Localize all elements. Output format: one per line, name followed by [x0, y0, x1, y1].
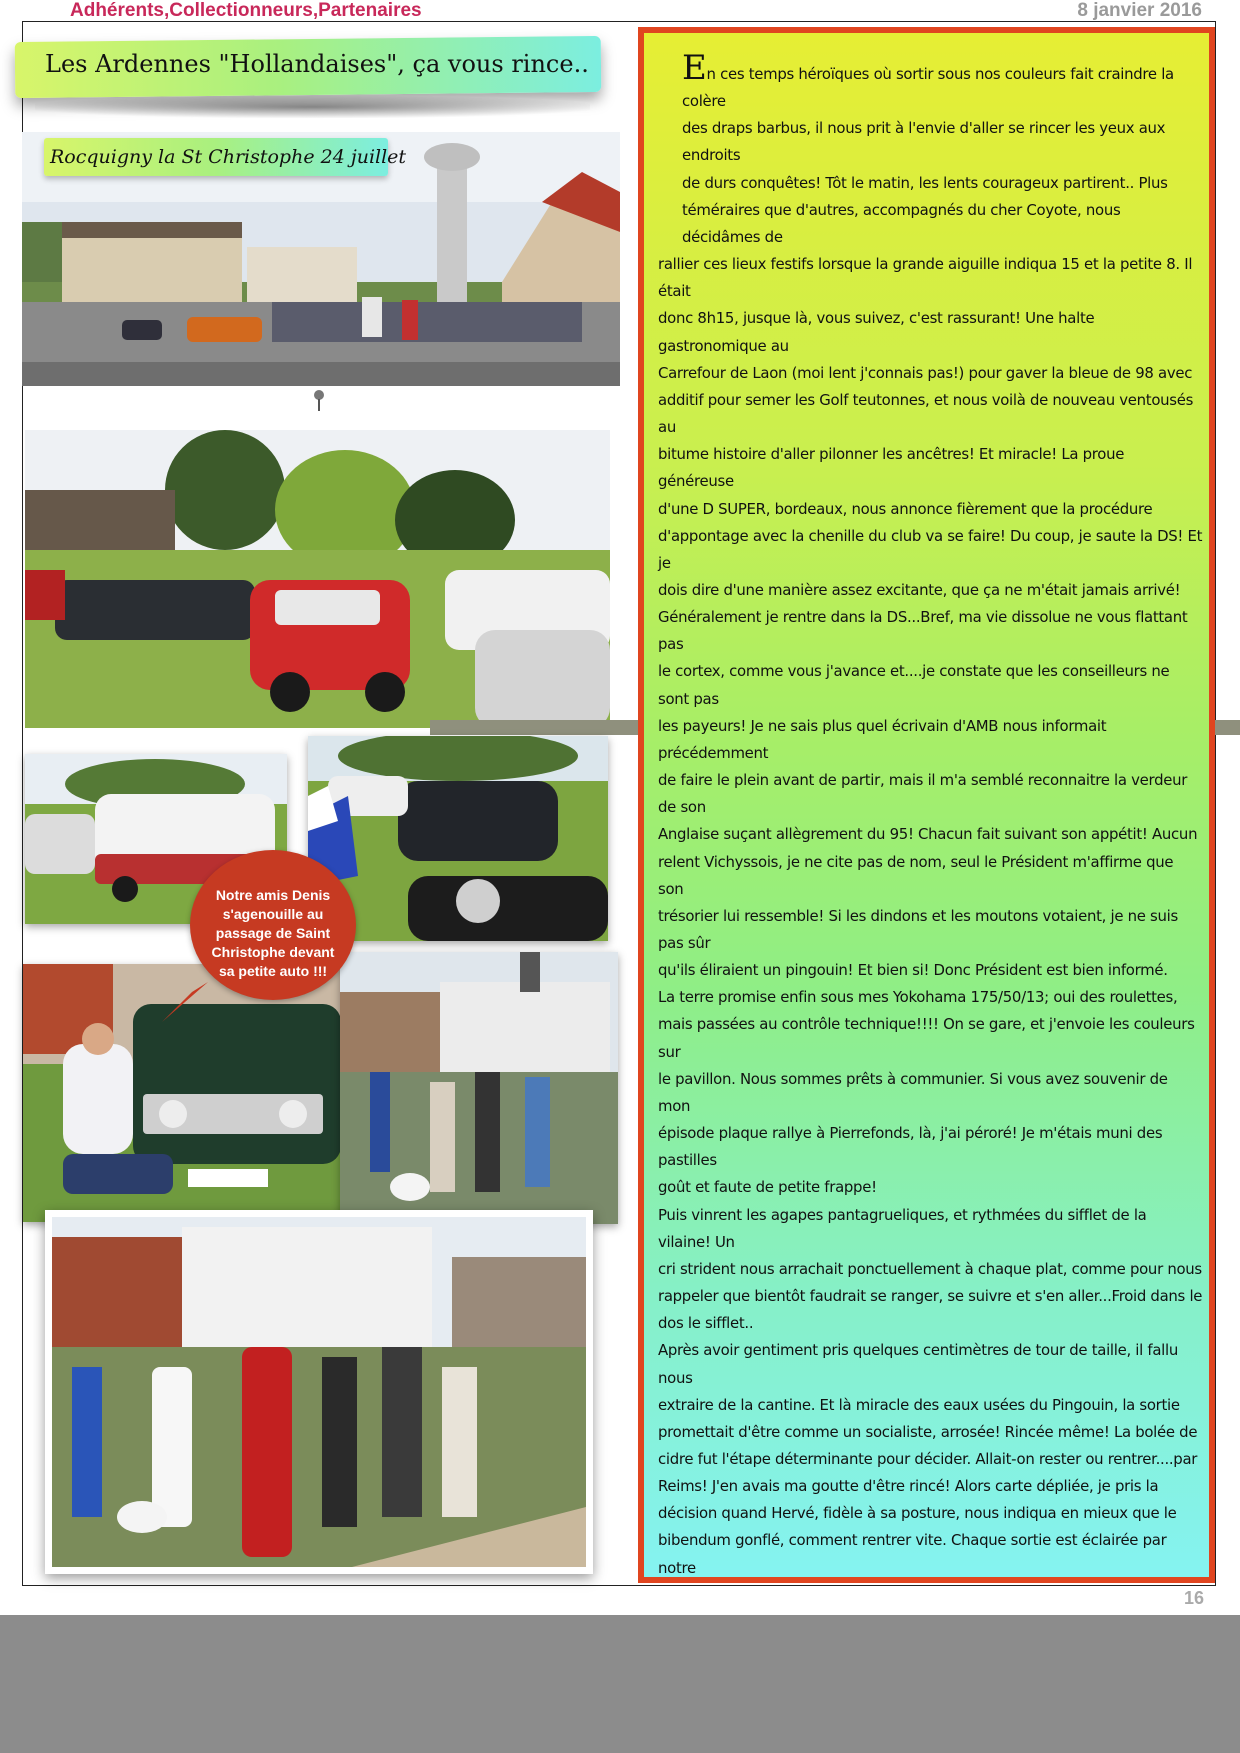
- article-line: rallier ces lieux festifs lorsque la grande aiguille indiqua 15 et la petite 8. Il était: [658, 255, 1193, 301]
- article-line: d'une D SUPER, bordeaux, nous annonce fièrement que la procédure: [658, 499, 1153, 518]
- article-line: Après avoir gentiment pris quelques centimètres de tour de taille, il fallu nous: [658, 1341, 1178, 1387]
- article-line: décision quand Hervé, fidèle à sa posture, nous indiqua en mieux que le: [658, 1504, 1177, 1523]
- article-line: Reims! J'en avais ma goutte d'être rincé! Alors carte dépliée, je pris la: [658, 1477, 1159, 1496]
- article-line: mais passées au contrôle technique!!!! On se gare, et j'envoie les couleurs sur: [658, 1015, 1195, 1061]
- article-line: [658, 1582, 1203, 1583]
- article-line: goût et faute de petite frappe!: [658, 1178, 877, 1197]
- article-panel: [638, 27, 1215, 1583]
- photo-cars-on-grass: [25, 430, 610, 728]
- article-body: [658, 48, 1203, 1583]
- article-line: le pavillon. Nous sommes prêts à communier. Si vous avez souvenir de mon: [658, 1069, 1168, 1115]
- article-line: dos le sifflet..: [658, 1314, 754, 1333]
- article-line: cidre fut l'étape déterminante pour décider. Allait-on rester ou rentrer....par: [658, 1449, 1198, 1468]
- article-line: La terre promise enfin sous mes Yokohama 175/50/13; oui des roulettes,: [658, 988, 1178, 1007]
- article-line: dois dire d'une manière assez excitante, que ça ne m'était jamais arrivé!: [658, 580, 1181, 599]
- article-line: de faire le plein avant de partir, mais il m'a semblé reconnaitre la verdeur de son: [658, 771, 1188, 817]
- article-line: les payeurs! Je ne sais plus quel écrivain d'AMB nous informait précédemment: [658, 716, 1107, 762]
- article-line: [658, 48, 1203, 115]
- article-line: bitume histoire d'aller pilonner les ancêtres! Et miracle! La proue généreuse: [658, 445, 1125, 491]
- photo-comment-bubble: Notre amis Denis s'agenouille au passage de Saint Christophe devant sa petite auto !!!: [190, 850, 356, 1000]
- article-line: donc 8h15, jusque là, vous suivez, c'est rassurant! Une halte gastronomique au: [658, 309, 1095, 355]
- page-bottom-background: [0, 1615, 1240, 1753]
- title-banner-shadow: [35, 96, 590, 118]
- article-line: qu'ils éliraient un pingouin! Et bien si! Donc Président est bien informé.: [658, 961, 1168, 980]
- photo-crowd-building: [340, 952, 618, 1224]
- article-line: rappeler que bientôt faudrait se ranger, se suivre et s'en aller...Froid dans le: [658, 1287, 1203, 1306]
- article-dropcap: E: [682, 48, 707, 88]
- bubble-tail: [162, 982, 208, 1022]
- article-line: des draps barbus, il nous prit à l'envie d'aller se rincer les yeux aux endroits: [682, 119, 1166, 165]
- article-line: Anglaise suçant allègrement du 95! Chacun fait suivant son appétit! Aucun: [658, 825, 1198, 844]
- article-line: extraire de la cantine. Et là miracle des eaux usées du Pingouin, la sortie: [658, 1395, 1180, 1414]
- article-line: trésorier lui ressemble! Si les dindons et les moutons votaient, je ne suis pas sûr: [658, 906, 1178, 952]
- photo-procession: [45, 1210, 593, 1574]
- article-line: Puis vinrent les agapes pantagrueliques, et rythmées du sifflet de la vilaine! Un: [658, 1205, 1147, 1251]
- article-line: relent Vichyssois, je ne cite pas de nom, seul le Président m'affirme que son: [658, 852, 1174, 898]
- section-header: Adhérents,Collectionneurs,Partenaires: [70, 0, 422, 21]
- photo-caption: Rocquigny la St Christophe 24 juillet: [44, 138, 388, 176]
- article-line-text: n ces temps héroïques où sortir sous nos couleurs fait craindre la colère: [682, 65, 1174, 111]
- pushpin-icon: [312, 389, 326, 413]
- article-line: de durs conquêtes! Tôt le matin, les lents courageux partirent.. Plus: [682, 173, 1168, 192]
- article-line: Généralement je rentre dans la DS...Bref, ma vie dissolue ne vous flattant pas: [658, 608, 1188, 654]
- article-line: bibendum gonflé, comment rentrer vite. Chaque sortie est éclairée par notre: [658, 1531, 1167, 1577]
- article-line: le cortex, comme vous j'avance et....je constate que les conseilleurs ne sont pas: [658, 662, 1170, 708]
- article-line: Carrefour de Laon (moi lent j'connais pas!) pour gaver la bleue de 98 avec: [658, 363, 1193, 382]
- article-line: téméraires que d'autres, accompagnés du cher Coyote, nous décidâmes de: [682, 200, 1121, 246]
- issue-date: 8 janvier 2016: [1077, 0, 1202, 21]
- article-title: Les Ardennes "Hollandaises", ça vous rince..: [45, 50, 589, 78]
- article-line: épisode plaque rallye à Pierrefonds, là, j'ai péroré! Je m'étais muni des pastilles: [658, 1124, 1163, 1170]
- article-line: additif pour semer les Golf teutonnes, et nous voilà de nouveau ventousés au: [658, 390, 1194, 437]
- article-line: cri strident nous arrachait ponctuellement à chaque plat, comme pour nous: [658, 1259, 1202, 1278]
- article-line: promettait d'être comme un socialiste, arrosée! Rincée même! La bolée de: [658, 1422, 1198, 1441]
- article-line: d'appontage avec la chenille du club va se faire! Du coup, je saute la DS! Et je: [658, 526, 1203, 572]
- page-number: 16: [1183, 1588, 1204, 1608]
